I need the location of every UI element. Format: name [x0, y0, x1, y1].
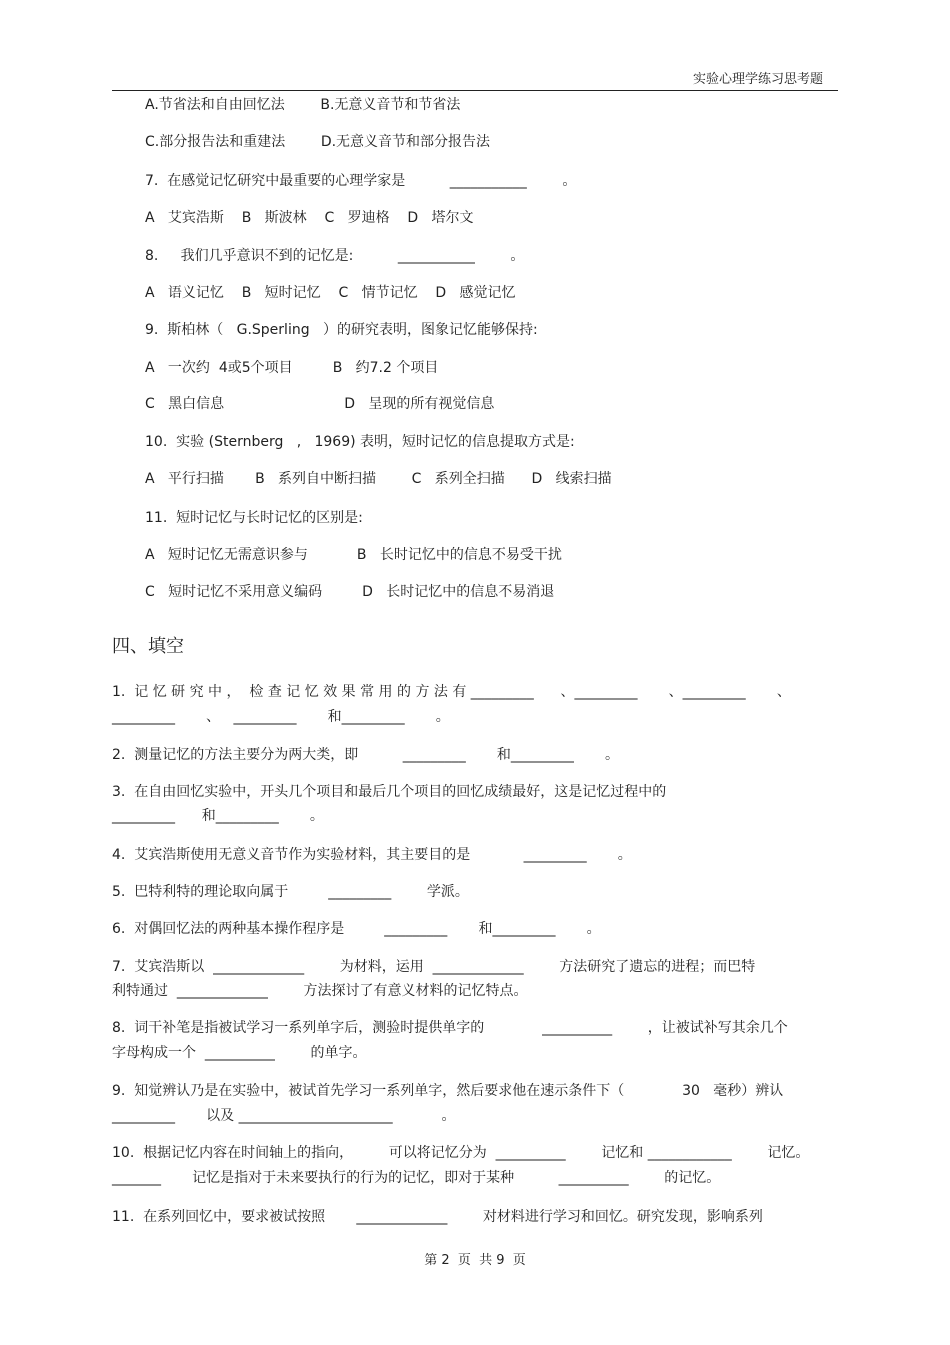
question-9: 9. 斯柏林（ G.Sperling ）的研究表明，图象记忆能够保持:: [145, 322, 538, 338]
fill-blank-2: 2. 测量记忆的方法主要分为两大类，即 _________ 和_________ 。: [112, 747, 620, 763]
section-title: 四、填空: [112, 636, 184, 657]
fill-blank-8: 8. 词干补笔是指被试学习一系列单字后，测验时提供单字的 __________ ，让被试补写其余几个: [112, 1020, 788, 1036]
fill-blank-7: 7. 艾宾浩斯以 _____________ 为材料，运用 _____________ 方法研究了遗忘的进程；而巴特: [112, 959, 756, 975]
question-10-options: A 平行扫描 B 系列自中断扫描 C 系列全扫描 D 线索扫描: [145, 471, 612, 487]
question-9-options: A 一次约 4或5个项目 B 约7.2 个项目: [145, 360, 439, 376]
question-11-options: A 短时记忆无需意识参与 B 长时记忆中的信息不易受干扰: [145, 547, 562, 563]
mc-option-line: A.节省法和自由回忆法 B.无意义音节和节省法: [145, 97, 461, 113]
header-rule: [112, 90, 838, 91]
question-8: 8. 我们几乎意识不到的记忆是: ___________ 。: [145, 248, 525, 264]
fill-blank-7-cont: 利特通过 _____________ 方法探讨了有意义材料的记忆特点。: [112, 983, 528, 999]
fill-blank-3-cont: _________ 和_________ 。: [112, 808, 324, 824]
mc-option-line: C.部分报告法和重建法 D.无意义音节和部分报告法: [145, 134, 491, 150]
question-7-options: A 艾宾浩斯 B 斯波林 C 罗迪格 D 塔尔文: [145, 210, 474, 226]
fill-blank-11: 11. 在系列回忆中，要求被试按照 _____________ 对材料进行学习和回忆。研究发现，影响系列: [112, 1209, 763, 1225]
fill-blank-9: 9. 知觉辨认乃是在实验中，被试首先学习一系列单字，然后要求他在速示条件下（ 30 毫秒）辨认: [112, 1083, 784, 1099]
fill-blank-3: 3. 在自由回忆实验中，开头几个项目和最后几个项目的回忆成绩最好，这是记忆过程中的: [112, 784, 667, 800]
question-11-options: C 短时记忆不采用意义编码 D 长时记忆中的信息不易消退: [145, 584, 555, 600]
fill-blank-5: 5. 巴特利特的理论取向属于 _________ 学派。: [112, 884, 469, 900]
fill-blank-4: 4. 艾宾浩斯使用无意义音节作为实验材料，其主要目的是 _________ 。: [112, 847, 632, 863]
question-7: 7. 在感觉记忆研究中最重要的心理学家是 ___________ 。: [145, 173, 577, 189]
fill-blank-9-cont: _________ 以及 ______________________ 。: [112, 1108, 456, 1124]
page-footer: 第 2 页 共 9 页: [424, 1253, 526, 1268]
question-9-options: C 黑白信息 D 呈现的所有视觉信息: [145, 396, 495, 412]
fill-blank-1: 1. 记 忆 研 究 中 ， 检 查 记 忆 效 果 常 用 的 方 法 有 _________ 、_________ 、_________ 、: [112, 684, 791, 700]
fill-blank-8-cont: 字母构成一个 __________ 的单字。: [112, 1045, 367, 1061]
fill-blank-1-cont: _________ 、 _________ 和_________ 。: [112, 709, 450, 725]
fill-blank-10-cont: _______ 记忆是指对于未来要执行的行为的记忆，即对于某种 __________ 的记忆。: [112, 1170, 721, 1186]
fill-blank-6: 6. 对偶回忆法的两种基本操作程序是 _________ 和_________ 。: [112, 921, 601, 937]
question-11: 11. 短时记忆与长时记忆的区别是:: [145, 510, 363, 526]
question-10: 10. 实验 (Sternberg , 1969) 表明，短时记忆的信息提取方式是:: [145, 434, 575, 450]
header-title: 实验心理学练习思考题: [692, 72, 823, 87]
question-8-options: A 语义记忆 B 短时记忆 C 情节记忆 D 感觉记忆: [145, 285, 516, 301]
fill-blank-10: 10. 根据记忆内容在时间轴上的指向， 可以将记忆分为 __________ 记忆和 ____________ 记忆。: [112, 1145, 810, 1161]
